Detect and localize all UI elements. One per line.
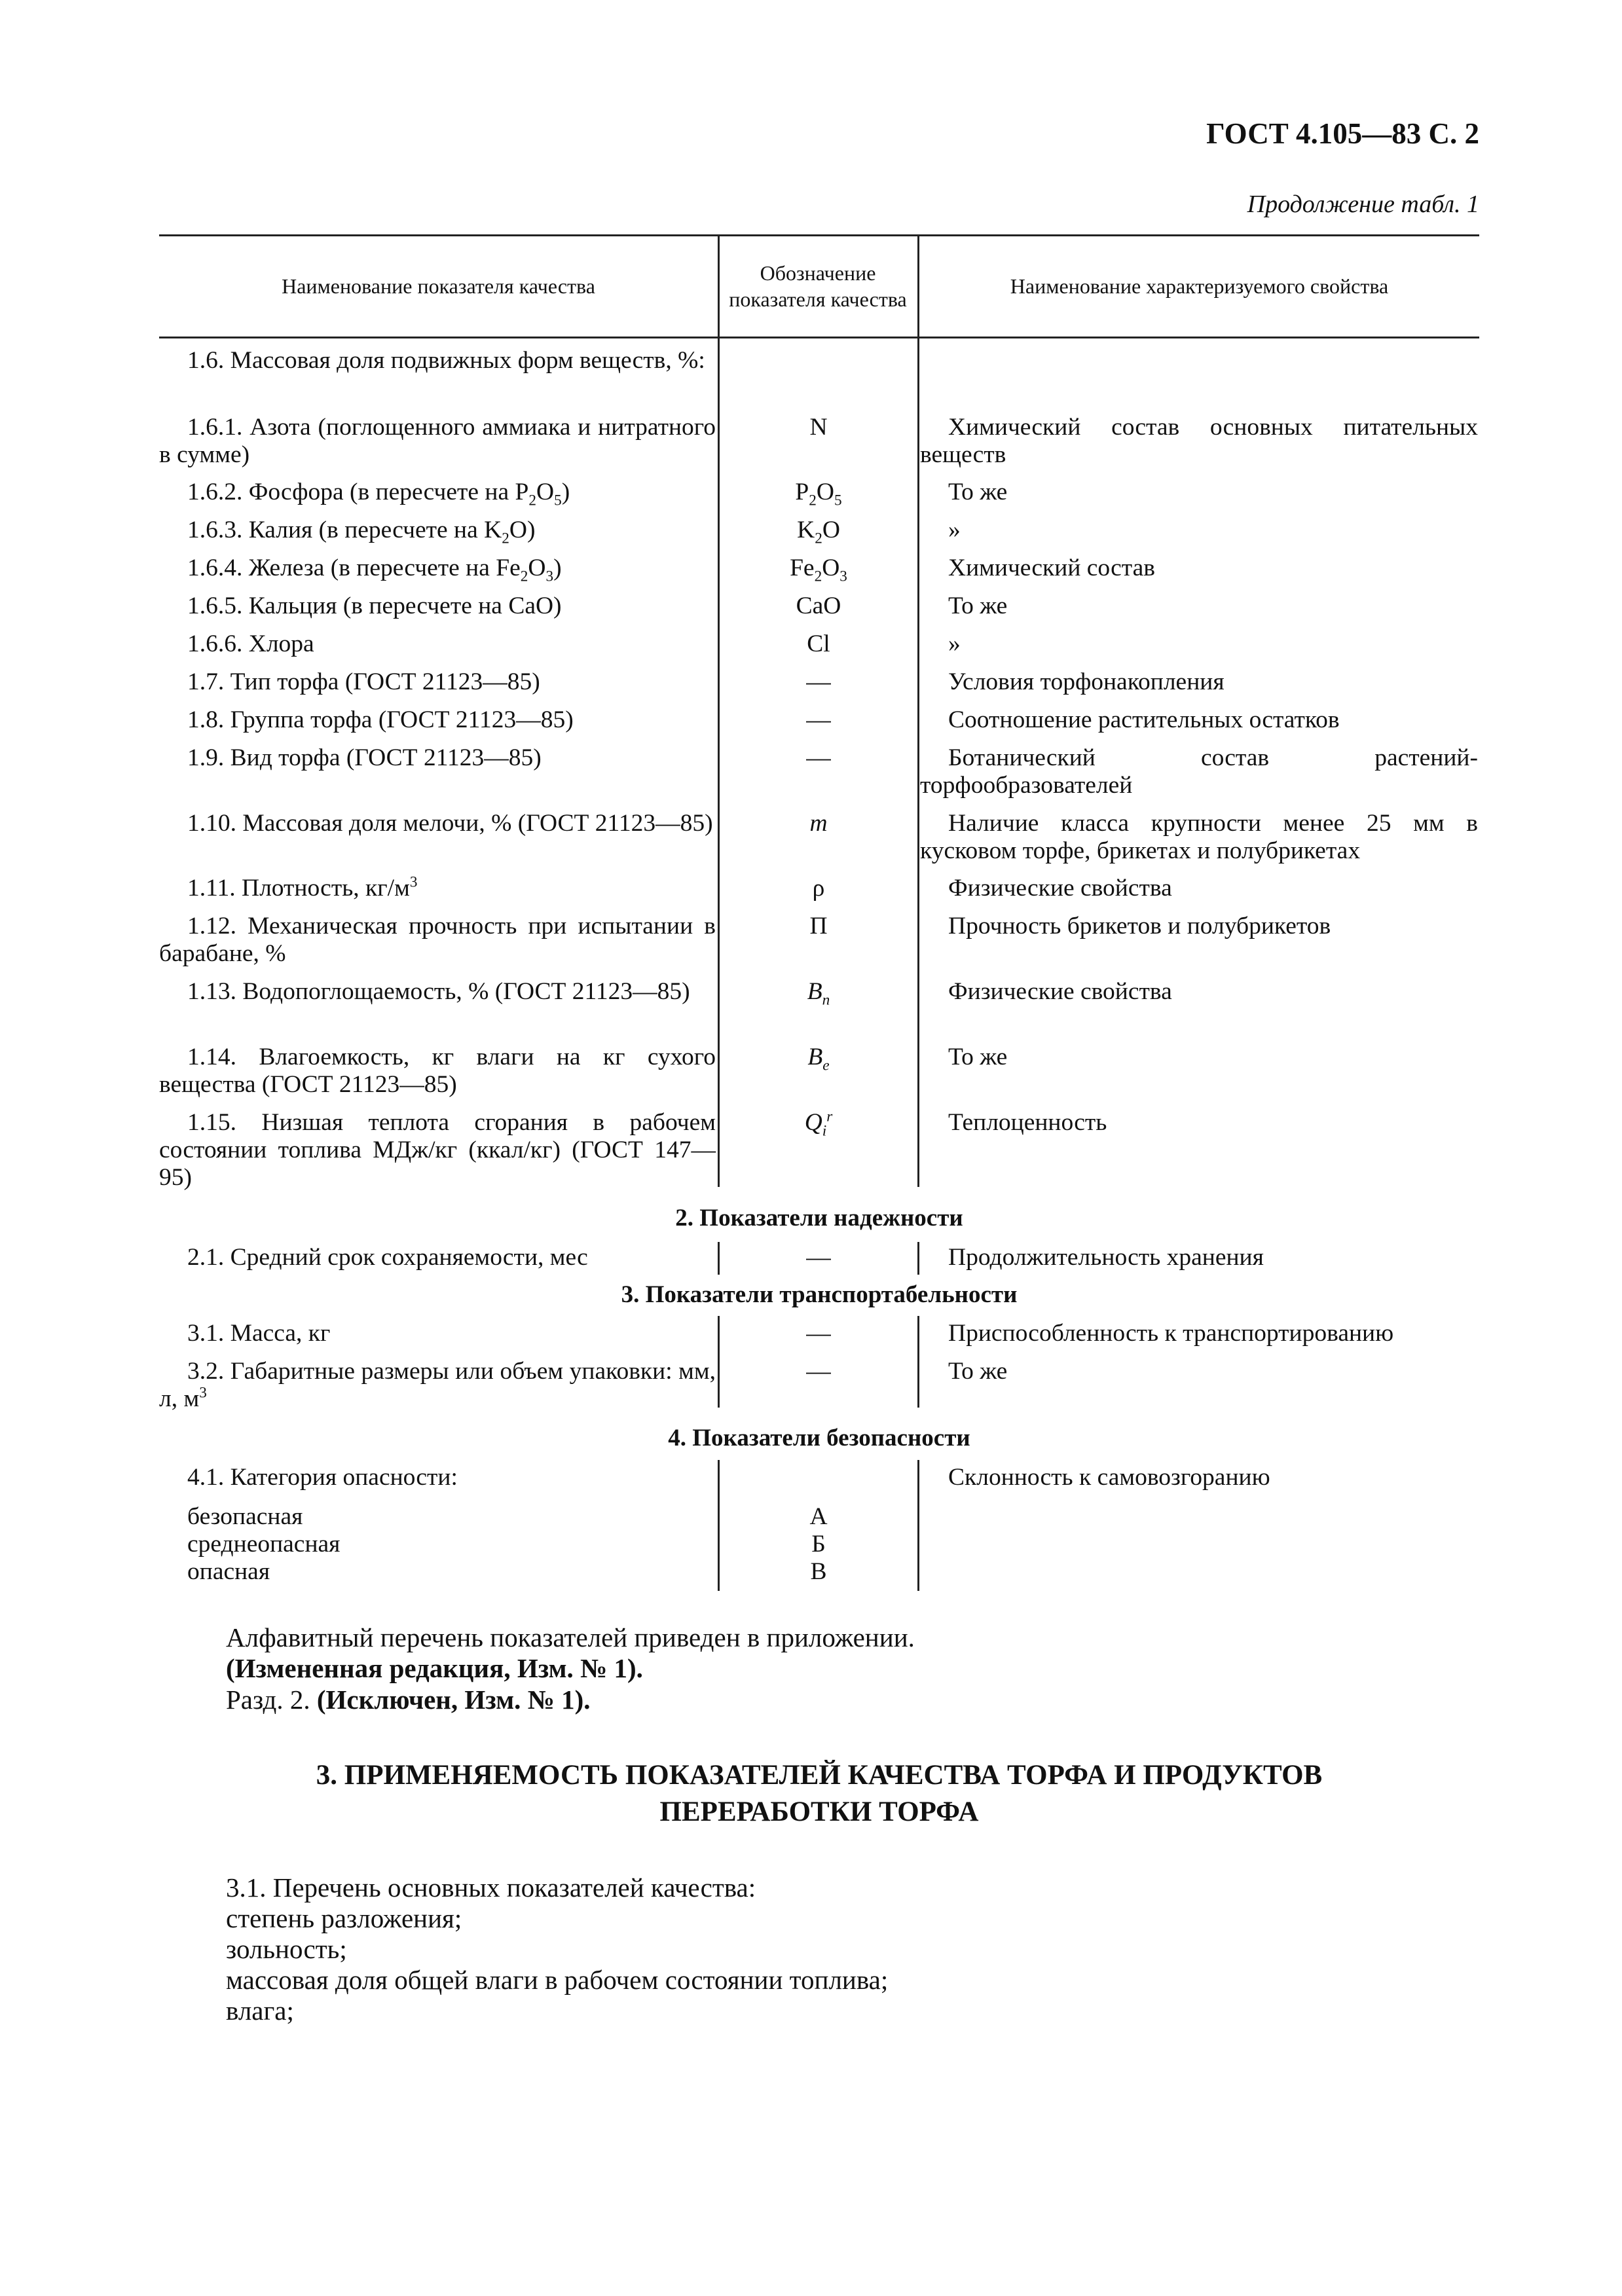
indicator-symbol: $B_п$ — [807, 978, 830, 1009]
table-row: 4.1. Категория опасности: — [187, 1464, 458, 1491]
table-row: 1.6.5. Кальция (в пересчете на CaO) — [187, 592, 562, 619]
table-continuation-note: Продолжение табл. 1 — [1247, 191, 1479, 218]
row-label: 1.6.3. Калия (в пересчете на K — [187, 517, 502, 543]
indicator-symbol: $P_2O_5$ — [795, 479, 842, 509]
column-divider-2 — [917, 1460, 919, 1591]
property-description: Соотношение растительных остатков — [948, 706, 1340, 733]
list-item: массовая доля общей влаги в рабочем состоянии топлива; — [226, 1965, 889, 1995]
table-row: 1.6.1. Азота (поглощенного аммиака и нитратного в сумме) — [159, 414, 716, 468]
indicator-symbol: В — [810, 1558, 827, 1585]
indicator-symbol: — — [806, 1244, 831, 1271]
property-description: Склонность к самовозгоранию — [948, 1464, 1270, 1491]
paragraph-prefix: Разд. 2. — [226, 1685, 310, 1715]
indicator-symbol: — — [806, 706, 831, 733]
indicator-symbol: $Q_i^r$ — [804, 1108, 833, 1140]
property-description: То же — [948, 1044, 1008, 1070]
row-label: 1.6.2. Фосфора (в пересчете на P — [187, 479, 529, 505]
property-description: То же — [948, 1358, 1008, 1385]
property-description: Химический состав — [948, 555, 1155, 581]
table-row: 3.2. Габаритные размеры или объем упаковки: мм, л, $м^3$ — [159, 1358, 716, 1412]
list-item: безопасная — [187, 1503, 303, 1530]
property-description: » — [948, 517, 961, 543]
section-heading-safety: 4. Показатели безопасности — [668, 1425, 970, 1451]
section-title: ПЕРЕРАБОТКИ ТОРФА — [659, 1796, 979, 1827]
indicator-symbol: CaO — [796, 592, 841, 619]
table-row: 1.6.6. Хлора — [187, 630, 314, 657]
paragraph — [226, 1685, 590, 1715]
table-top-border — [159, 234, 1479, 236]
indicator-symbol: — — [806, 744, 831, 771]
indicator-symbol: Б — [811, 1531, 826, 1558]
indicator-symbol: — — [806, 1320, 831, 1347]
table-row: 1.6.4. Железа (в пересчете на $Fe_2O_3$) — [187, 555, 562, 585]
indicator-symbol: ρ — [812, 875, 825, 902]
indicator-symbol: П — [809, 913, 828, 939]
table-row: 1.14. Влагоемкость, кг влаги на кг сухого вещества (ГОСТ 21123—85) — [159, 1044, 716, 1098]
property-description: Приспособленность к транспортированию — [948, 1320, 1394, 1347]
table-row: 3.1. Масса, кг — [187, 1320, 331, 1347]
indicator-symbol: А — [809, 1503, 828, 1530]
indicator-symbol: m — [809, 810, 828, 837]
document-reference: ГОСТ 4.105—83 С. 2 — [1206, 117, 1479, 150]
section-heading-reliability: 2. Показатели надежности — [675, 1205, 963, 1231]
list-item: зольность; — [226, 1934, 347, 1964]
column-divider-1 — [718, 1242, 720, 1275]
property-description: Физические свойства — [948, 875, 1172, 902]
column-header-property: Наименование характеризуемого свойства — [1010, 274, 1389, 298]
list-item: степень разложения; — [226, 1903, 462, 1933]
column-divider-2 — [917, 234, 919, 1187]
property-description: Ботанический состав растений-торфообразователей — [920, 744, 1478, 799]
section-title: 3. ПРИМЕНЯЕМОСТЬ ПОКАЗАТЕЛЕЙ КАЧЕСТВА ТОРФА И ПРОДУКТОВ — [316, 1760, 1323, 1791]
row-label: 1.6.4. Железа (в пересчете на Fe — [187, 555, 521, 581]
table-row: 2.1. Средний срок сохраняемости, мес — [187, 1244, 588, 1271]
indicator-symbol: $Fe_2O_3$ — [790, 555, 847, 585]
table-header-border — [159, 337, 1479, 338]
list-item: влага; — [226, 1995, 294, 2026]
column-divider-1 — [718, 234, 720, 1187]
list-item: среднеопасная — [187, 1531, 341, 1558]
paragraph: Алфавитный перечень показателей приведен в приложении. — [226, 1622, 915, 1652]
table-row: 1.6.3. Калия (в пересчете на $K_2O$) — [187, 517, 536, 547]
list-item: опасная — [187, 1558, 270, 1585]
table-row: 1.15. Низшая теплота сгорания в рабочем состоянии топлива МДж/кг (ккал/кг) (ГОСТ 147—95) — [159, 1109, 716, 1191]
table-row: 1.7. Тип торфа (ГОСТ 21123—85) — [187, 668, 540, 695]
column-divider-1 — [718, 1316, 720, 1408]
paragraph: 3.1. Перечень основных показателей качества: — [226, 1872, 756, 1903]
property-description: То же — [948, 592, 1008, 619]
column-divider-2 — [917, 1242, 919, 1275]
table-row: 1.10. Массовая доля мелочи, % (ГОСТ 21123—85) — [187, 810, 713, 837]
table-row: 1.8. Группа торфа (ГОСТ 21123—85) — [187, 706, 574, 733]
property-description: Условия торфонакопления — [948, 668, 1225, 695]
indicator-symbol: Cl — [807, 630, 830, 657]
table-row: 1.9. Вид торфа (ГОСТ 21123—85) — [187, 744, 542, 771]
indicator-symbol: — — [806, 668, 831, 695]
indicator-symbol: — — [806, 1358, 831, 1385]
table-row: 1.12. Механическая прочность при испытании в барабане, % — [159, 913, 716, 967]
property-description: Химический состав основных питательных веществ — [920, 414, 1478, 468]
indicator-symbol: $K_2O$ — [797, 517, 840, 547]
indicator-symbol: $B_е$ — [807, 1044, 830, 1074]
property-description: Продолжительность хранения — [948, 1244, 1264, 1271]
property-description: Наличие класса крупности менее 25 мм в кусковом торфе, брикетах и полубрикетах — [920, 810, 1478, 864]
column-header-indicator-symbol: Обозначение показателя качества — [729, 261, 907, 311]
indicator-symbol: N — [809, 414, 828, 441]
table-row: 1.6.2. Фосфора (в пересчете на $P_2O_5$) — [187, 479, 570, 509]
table-row: 1.11. Плотность, $кг/м^3$ — [187, 873, 418, 902]
property-description: Теплоценность — [948, 1109, 1107, 1136]
column-divider-2 — [917, 1316, 919, 1408]
amendment-note: (Исключен, Изм. № 1). — [316, 1685, 591, 1715]
column-header-indicator-name: Наименование показателя качества — [282, 274, 595, 298]
table-row: 1.6. Массовая доля подвижных форм веществ, %: — [187, 347, 705, 374]
table-row: 1.13. Водопоглощаемость, % (ГОСТ 21123—85) — [187, 978, 690, 1005]
property-description: То же — [948, 479, 1008, 505]
property-description: » — [948, 630, 961, 657]
property-description: Прочность брикетов и полубрикетов — [948, 913, 1331, 939]
property-description: Физические свойства — [948, 978, 1172, 1005]
amendment-note: (Измененная редакция, Изм. № 1). — [226, 1653, 643, 1683]
section-heading-transportability: 3. Показатели транспортабельности — [621, 1281, 1018, 1308]
column-divider-1 — [718, 1460, 720, 1591]
